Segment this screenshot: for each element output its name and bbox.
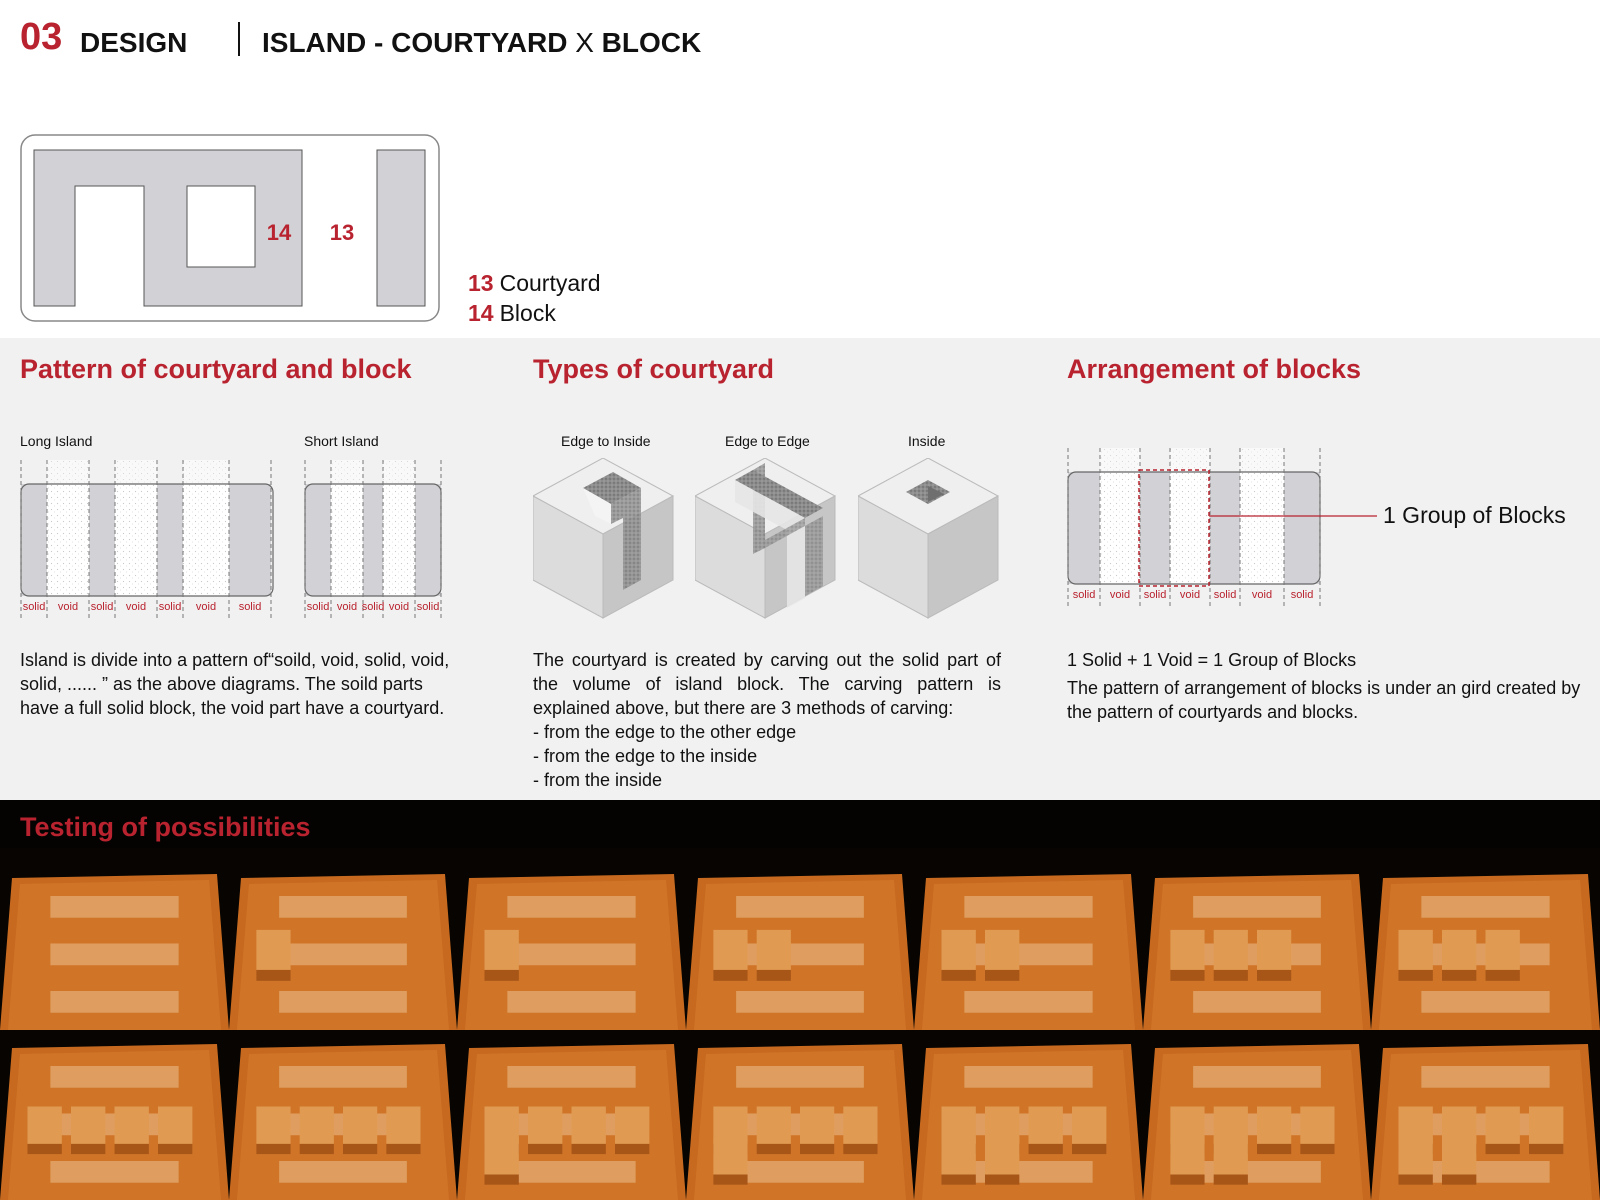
strip-tag: void [57, 601, 79, 613]
wood-block [985, 1137, 1019, 1174]
model-trench [1421, 1066, 1549, 1088]
wood-block [1170, 1137, 1204, 1174]
cube-edge-to-inside [533, 458, 678, 623]
wood-block [1029, 1107, 1063, 1144]
wood-block [256, 1107, 290, 1144]
types-description [533, 648, 1001, 792]
solid-strip [157, 484, 183, 596]
wood-block [1072, 1107, 1106, 1144]
plan-block-solid [377, 150, 425, 306]
wood-block [1214, 1137, 1248, 1174]
wood-block [343, 1107, 377, 1144]
model-trench [279, 1161, 407, 1183]
model-trench [736, 944, 864, 966]
section-number: 03 [20, 16, 63, 58]
model-photo [229, 848, 457, 1030]
wood-block [985, 930, 1019, 970]
solid-strip [21, 484, 47, 596]
model-trench [507, 1161, 635, 1183]
model-trench [736, 1066, 864, 1088]
wood-block [484, 930, 518, 970]
short-island-diagram [304, 460, 444, 620]
model-trench [279, 944, 407, 966]
types-text-line: - from the edge to the inside [533, 746, 758, 766]
wood-block [757, 1107, 791, 1144]
model-trench [1421, 1161, 1549, 1183]
pattern-section-title: Pattern of courtyard and block [20, 354, 412, 384]
strip-tag: solid [90, 601, 114, 613]
strip-tag: solid [1072, 589, 1096, 601]
legend-item-block [468, 298, 601, 328]
types-text-line: - from the inside [533, 770, 663, 790]
plan-legend [468, 268, 601, 328]
wood-block [1257, 1107, 1291, 1144]
model-trench [507, 991, 635, 1013]
void-strip [1100, 472, 1140, 584]
arrangement-formula: 1 Solid + 1 Void = 1 Group of Blocks [1067, 650, 1357, 670]
strip-tag: void [125, 601, 147, 613]
model-trench [1193, 1161, 1321, 1183]
long-island-diagram [20, 460, 275, 620]
arrangement-section-title: Arrangement of blocks [1067, 354, 1362, 384]
void-strip [115, 484, 157, 596]
plan-block-courtyard [34, 150, 302, 306]
void-strip [331, 484, 363, 596]
model-photo [1371, 1030, 1600, 1200]
model-trench [736, 1161, 864, 1183]
model-trench [1193, 1066, 1321, 1088]
solid-strip [363, 484, 383, 596]
model-trench [50, 1066, 178, 1088]
model-trench [1193, 991, 1321, 1013]
model-photo [229, 1030, 457, 1200]
model-trench [964, 1066, 1092, 1088]
strip-tag: void [195, 601, 217, 613]
strip-tag: solid [22, 601, 46, 613]
legend-item-courtyard [468, 268, 601, 298]
model-trench [1421, 896, 1549, 918]
island-plan-diagram [20, 134, 440, 322]
arrangement-diagram [1067, 448, 1377, 618]
model-trench [50, 896, 178, 918]
model-trench [964, 1161, 1092, 1183]
wood-block [115, 1107, 149, 1144]
wood-block [1442, 930, 1476, 970]
legend-label: Courtyard [499, 270, 601, 296]
wood-block [158, 1107, 192, 1144]
wood-block [713, 930, 747, 970]
model-photo [457, 848, 686, 1030]
model-photo [1143, 1030, 1371, 1200]
wood-block [615, 1107, 649, 1144]
model-trench [964, 896, 1092, 918]
arrangement-text: The pattern of arrangement of blocks is under an gird created by the pattern of courtyards and blocks. [1067, 678, 1581, 722]
types-section-title: Types of courtyard [533, 354, 775, 384]
wood-block [484, 1137, 518, 1174]
type-label-edge-to-inside: Edge to Inside [561, 433, 651, 449]
model-photo [914, 848, 1143, 1030]
void-strip [1240, 472, 1284, 584]
title-part-1: ISLAND - COURTYARD [262, 27, 568, 58]
group-of-blocks-label: 1 Group of Blocks [1383, 502, 1566, 528]
strip-tag: solid [238, 601, 262, 613]
long-island-label: Long Island [20, 433, 93, 449]
solid-strip [89, 484, 115, 596]
wood-block [941, 1137, 975, 1174]
wood-block [1170, 930, 1204, 970]
section-name: DESIGN [80, 27, 188, 58]
page-title [262, 27, 701, 59]
model-trench [1421, 991, 1549, 1013]
wood-block [1398, 1137, 1432, 1174]
model-trench [50, 1161, 178, 1183]
solid-strip [415, 484, 441, 596]
wood-block [1214, 930, 1248, 970]
pattern-description: Island is divide into a pattern of“soild, void, solid, void, solid, ...... ” as the above diagrams. The soild parts have a full solid block, the void part have a courtyard. [20, 650, 450, 718]
model-photo [1143, 848, 1371, 1030]
solid-strip [1284, 472, 1320, 584]
wood-block [256, 930, 290, 970]
strip-tag: solid [158, 601, 182, 613]
model-photo [457, 1030, 686, 1200]
void-strip [383, 484, 415, 596]
header-divider [238, 22, 240, 56]
strip-tag: solid [1213, 589, 1237, 601]
model-photo [686, 1030, 914, 1200]
solid-strip [229, 484, 271, 596]
wood-block [800, 1107, 834, 1144]
model-trench [964, 991, 1092, 1013]
model-trench [736, 991, 864, 1013]
wood-block [713, 1137, 747, 1174]
cube-edge-to-edge [695, 458, 840, 623]
void-strip [183, 484, 229, 596]
model-trench [1193, 896, 1321, 918]
void-strip [1170, 472, 1210, 584]
type-label-edge-to-edge: Edge to Edge [725, 433, 810, 449]
wood-block [1529, 1107, 1563, 1144]
model-trench [507, 944, 635, 966]
title-part-2: BLOCK [601, 27, 702, 58]
strip-tag: void [336, 601, 358, 613]
model-trench [279, 896, 407, 918]
strip-tag: void [1251, 589, 1273, 601]
arrangement-description [1067, 648, 1587, 724]
model-photo [0, 1030, 229, 1200]
wood-block [1398, 930, 1432, 970]
legend-label: Block [499, 300, 556, 326]
wood-block [1486, 1107, 1520, 1144]
wood-block [572, 1107, 606, 1144]
solid-strip [1068, 472, 1100, 584]
plan-label-14: 14 [266, 220, 292, 245]
types-text-line: - from the edge to the other edge [533, 722, 797, 742]
model-trench [279, 1066, 407, 1088]
cube-inside [858, 458, 1003, 623]
model-trench [507, 1066, 635, 1088]
model-trench [279, 991, 407, 1013]
strip-tag: void [388, 601, 410, 613]
plan-label-13: 13 [329, 220, 355, 245]
legend-num: 14 [468, 300, 494, 326]
void-strip [47, 484, 89, 596]
wood-block [1486, 930, 1520, 970]
wood-block [1257, 930, 1291, 970]
wood-block [1300, 1107, 1334, 1144]
strip-tag: solid [306, 601, 330, 613]
wood-block [300, 1107, 334, 1144]
strip-tag: solid [416, 601, 440, 613]
solid-strip [1210, 472, 1240, 584]
model-photo [0, 848, 229, 1030]
short-island-label: Short Island [304, 433, 379, 449]
model-photo [686, 848, 914, 1030]
wood-block [1442, 1137, 1476, 1174]
wood-block [71, 1107, 105, 1144]
solid-strip [305, 484, 331, 596]
model-trench [964, 944, 1092, 966]
model-trench [50, 991, 178, 1013]
model-trench [736, 896, 864, 918]
legend-num: 13 [468, 270, 494, 296]
model-photo [914, 1030, 1143, 1200]
strip-tag: void [1179, 589, 1201, 601]
solid-strip [1140, 472, 1170, 584]
strip-tag: solid [361, 601, 385, 613]
wood-block [386, 1107, 420, 1144]
model-trench [507, 896, 635, 918]
model-photo [1371, 848, 1600, 1030]
wood-block [528, 1107, 562, 1144]
wood-block [941, 930, 975, 970]
wood-block [843, 1107, 877, 1144]
testing-section-title: Testing of possibilities [20, 812, 311, 842]
type-label-inside: Inside [908, 433, 946, 449]
strip-tag: void [1109, 589, 1131, 601]
model-trench [50, 944, 178, 966]
strip-tag: solid [1290, 589, 1314, 601]
wood-block [27, 1107, 61, 1144]
strip-tag: solid [1143, 589, 1167, 601]
types-text-line: The courtyard is created by carving out the solid part of the volume of island block. The carving pattern is explained above, but there are 3 methods of carving: [533, 650, 1001, 718]
title-x: X [575, 27, 594, 58]
wood-block [757, 930, 791, 970]
